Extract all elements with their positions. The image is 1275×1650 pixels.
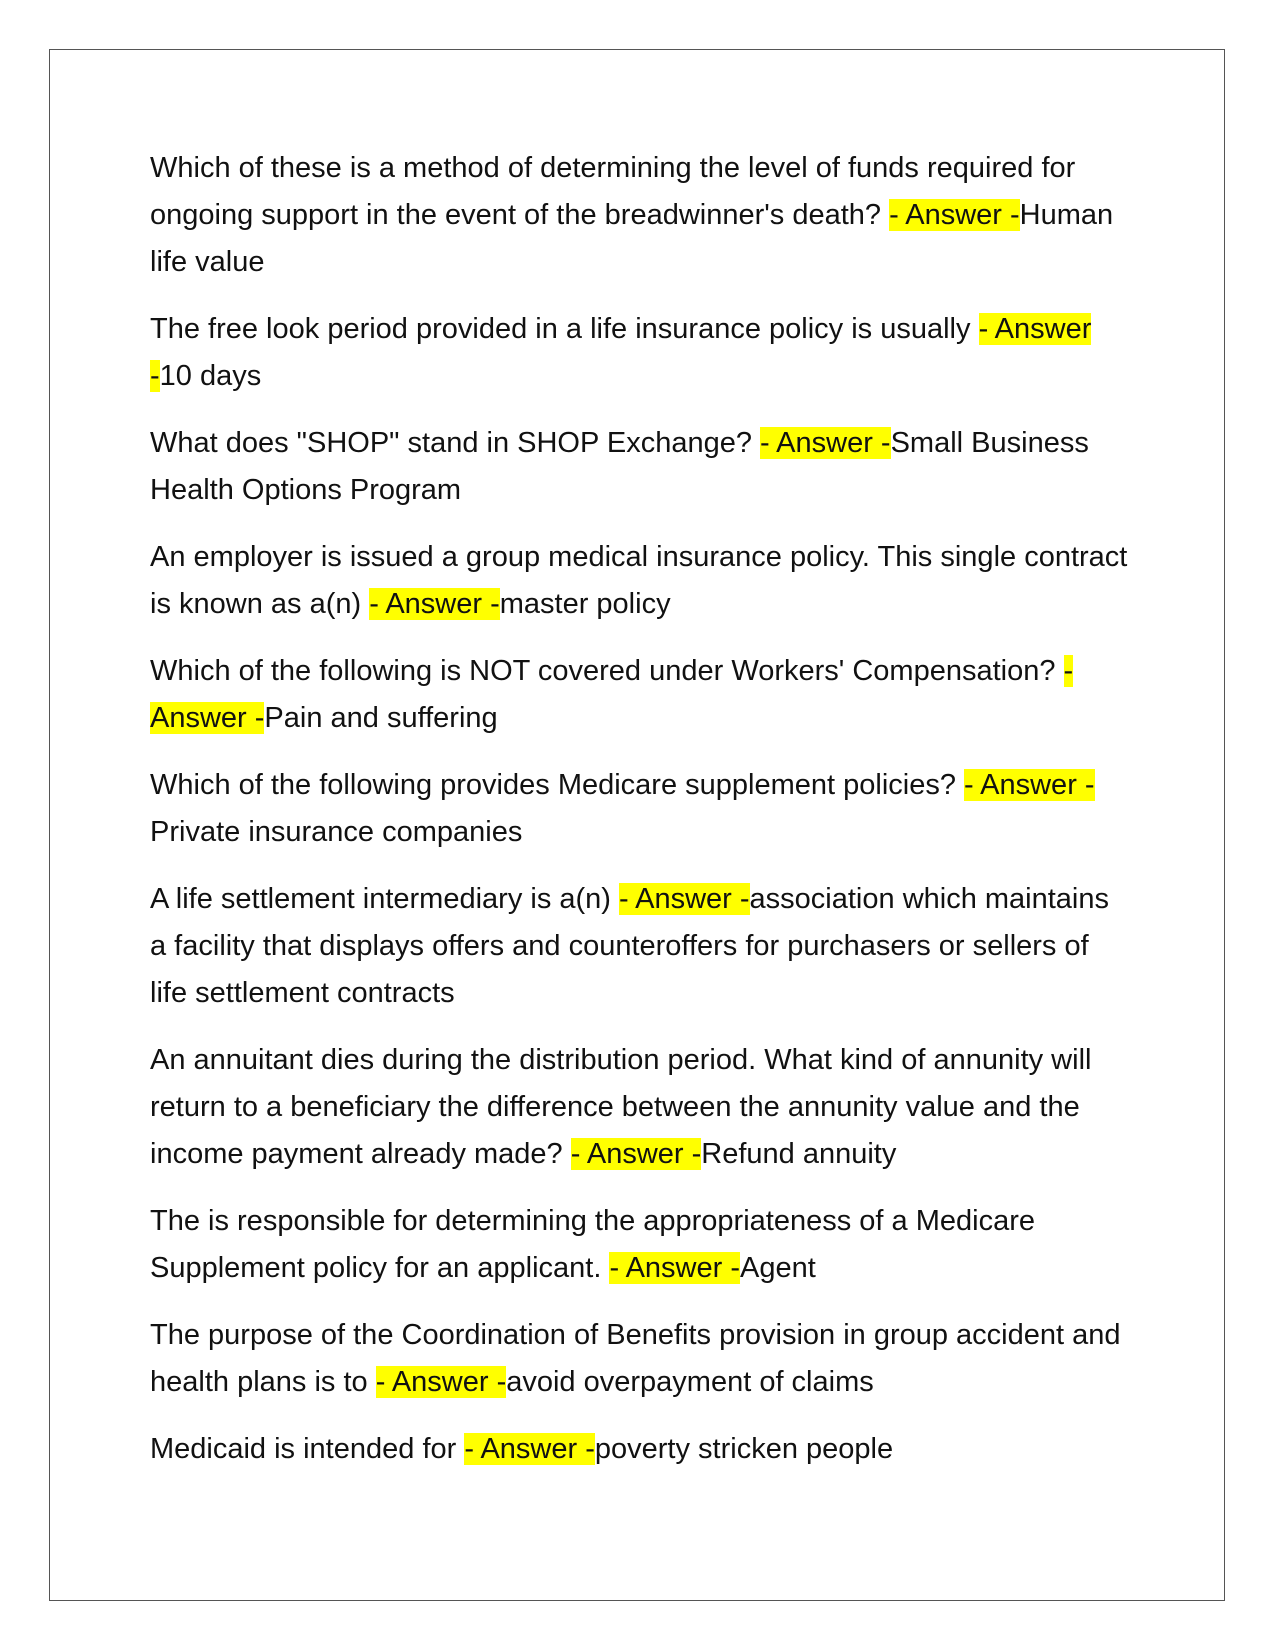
document-body: [150, 145, 1130, 1493]
qa-item: [150, 648, 1130, 742]
answer-marker: - Answer -: [609, 1252, 740, 1284]
answer-marker: - Answer -: [619, 883, 750, 915]
question-text: An employer is issued a group medical insurance policy. This single contract is known as a(n): [150, 541, 1128, 620]
answer-marker: - Answer -: [964, 769, 1095, 801]
answer-marker: - Answer -: [889, 199, 1020, 231]
answer-marker: - Answer -: [150, 655, 1074, 734]
question-text: A life settlement intermediary is a(n): [150, 883, 620, 915]
question-text: The purpose of the Coordination of Benefits provision in group accident and health plans is to: [150, 1319, 1121, 1398]
qa-item: [150, 1198, 1130, 1292]
qa-item: [150, 1426, 1130, 1473]
answer-text: Refund annuity: [701, 1138, 897, 1170]
answer-text: poverty stricken people: [594, 1433, 894, 1465]
question-text: What does "SHOP" stand in SHOP Exchange?: [150, 427, 761, 459]
qa-item: [150, 762, 1130, 856]
answer-text: association which maintains a facility that displays offers and counteroffers for purchasers or sellers of life settlement contracts: [150, 883, 1110, 1009]
answer-marker: - Answer -: [375, 1366, 507, 1398]
answer-marker: - Answer -: [760, 427, 891, 459]
answer-text: Agent: [739, 1252, 816, 1284]
answer-marker: - Answer -: [570, 1138, 702, 1170]
qa-item: [150, 534, 1130, 628]
answer-marker: - Answer -: [369, 588, 500, 620]
question-text: Which of the following is NOT covered under Workers' Compensation?: [150, 655, 1064, 687]
answer-text: Small Business Health Options Program: [150, 427, 1089, 506]
qa-item: [150, 420, 1130, 514]
question-text: The is responsible for determining the appropriateness of a Medicare Supplement policy for an applicant.: [150, 1205, 1035, 1284]
answer-text: avoid overpayment of claims: [506, 1366, 874, 1398]
question-text: An annuitant dies during the distribution period. What kind of annunity will return to a beneficiary the difference between the annunity value and the income payment already made?: [150, 1044, 1092, 1170]
answer-text: Human life value: [150, 199, 1114, 278]
answer-marker: - Answer -: [464, 1433, 595, 1465]
answer-text: Private insurance companies: [150, 816, 523, 848]
qa-item: [150, 1312, 1130, 1406]
answer-marker: - Answer -: [150, 313, 1092, 392]
answer-text: Pain and suffering: [264, 702, 498, 734]
qa-item: [150, 876, 1130, 1017]
qa-item: [150, 306, 1130, 400]
question-text: Which of these is a method of determining the level of funds required for ongoing support in the event of the breadwinner's death?: [150, 152, 1076, 231]
answer-text: master policy: [499, 588, 671, 620]
question-text: The free look period provided in a life insurance policy is usually: [150, 313, 979, 345]
answer-text: 10 days: [159, 360, 262, 392]
question-text: Which of the following provides Medicare supplement policies?: [150, 769, 965, 801]
question-text: Medicaid is intended for: [150, 1433, 465, 1465]
qa-item: [150, 1037, 1130, 1178]
qa-item: [150, 145, 1130, 286]
